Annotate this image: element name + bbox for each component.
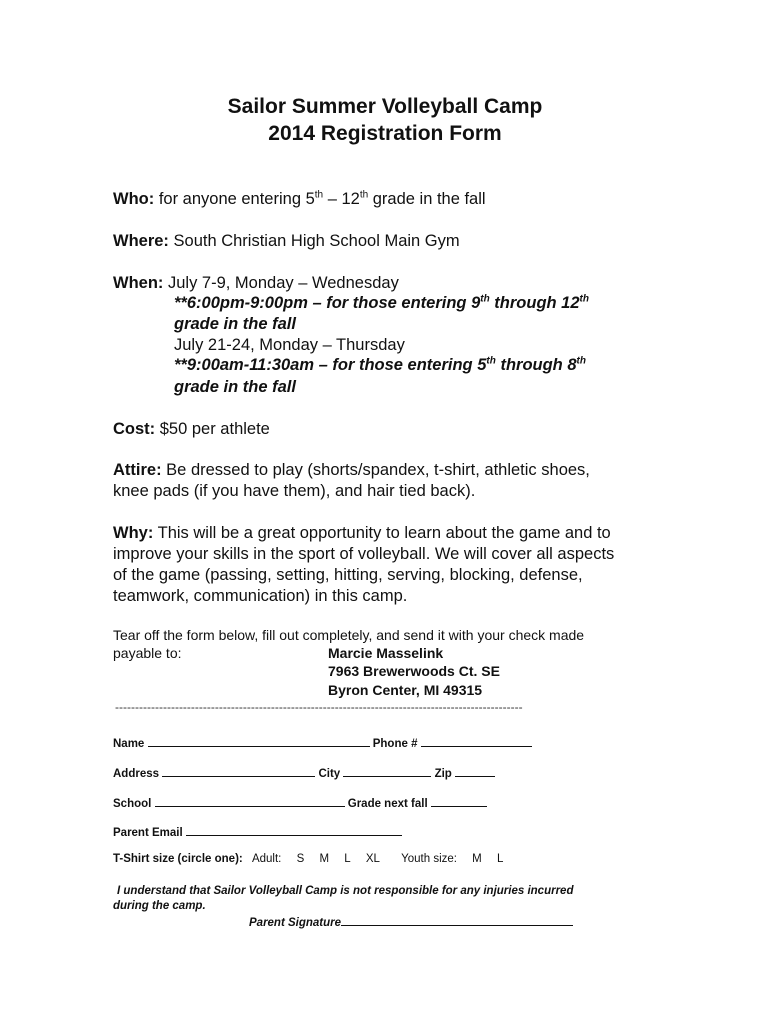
- phone-label: Phone #: [372, 738, 418, 750]
- school-field[interactable]: [155, 795, 345, 807]
- attire-label: Attire:: [113, 461, 162, 479]
- who-text-a: for anyone entering 5: [154, 190, 315, 208]
- form-title-line1: Sailor Summer Volleyball Camp: [227, 95, 543, 118]
- city-field[interactable]: [343, 765, 431, 777]
- signature-row: [249, 914, 573, 929]
- attire-section: [113, 460, 590, 481]
- who-label: Who:: [113, 190, 155, 208]
- who-text-c: grade in the fall: [368, 190, 486, 208]
- when-session1-time: [174, 293, 589, 314]
- instructions-line1: Tear off the form below, fill out completely, and send it with your check made: [113, 627, 585, 643]
- where-label: Where:: [113, 232, 169, 250]
- tear-off-line: ------------------------------------------------------------------------------------------------------: [115, 700, 523, 714]
- cost-section: [113, 419, 270, 440]
- disclaimer-line1: I understand that Sailor Volleyball Camp is not responsible for any injuries incurred: [117, 885, 574, 897]
- form-title-line2: 2014 Registration Form: [268, 122, 502, 145]
- where-section: [113, 231, 460, 252]
- who-sup-b: th: [359, 189, 369, 201]
- school-row: [113, 795, 487, 810]
- youth-size-l[interactable]: L: [496, 853, 504, 865]
- grade-field[interactable]: [431, 795, 487, 807]
- adult-size-xl[interactable]: XL: [365, 853, 380, 865]
- when-session1-time-b: through 12: [489, 294, 580, 312]
- attire-line1: Be dressed to play (shorts/spandex, t-shirt, athletic shoes,: [161, 461, 590, 479]
- zip-label: Zip: [434, 768, 452, 780]
- address-name: Marcie Masselink: [328, 645, 444, 661]
- why-label: Why:: [113, 524, 154, 542]
- parent-email-field[interactable]: [186, 824, 402, 836]
- signature-field[interactable]: [341, 914, 573, 926]
- youth-label: Youth size:: [401, 853, 457, 865]
- parent-email-label: Parent Email: [113, 827, 183, 839]
- adult-size-m[interactable]: M: [319, 853, 330, 865]
- when-session2-time-b: through 8: [495, 356, 577, 374]
- when-label: When:: [113, 274, 164, 292]
- grade-label: Grade next fall: [347, 798, 428, 810]
- when-session1-grade: grade in the fall: [174, 315, 296, 333]
- city-label: City: [318, 768, 341, 780]
- signature-label: Parent Signature: [249, 917, 342, 929]
- disclaimer-line2: during the camp.: [113, 900, 206, 912]
- when-session1-dates: July 7-9, Monday – Wednesday: [163, 274, 399, 292]
- parent-email-row: [113, 824, 402, 839]
- when-session1-sup-a: th: [480, 293, 490, 305]
- why-section: [113, 523, 611, 544]
- instructions-line2: payable to:: [113, 645, 182, 661]
- when-session2-time-a: **9:00am-11:30am – for those entering 5: [174, 356, 487, 374]
- when-session2-time: [174, 355, 586, 376]
- when-session2-sup-b: th: [576, 355, 586, 367]
- when-session1-sup-b: th: [579, 293, 589, 305]
- disclaimer: [113, 884, 633, 914]
- tshirt-label: T-Shirt size (circle one):: [113, 853, 243, 865]
- name-label: Name: [113, 738, 145, 750]
- name-phone-row: [113, 735, 532, 750]
- phone-field[interactable]: [421, 735, 532, 747]
- adult-label: Adult:: [251, 853, 282, 865]
- address-label: Address: [113, 768, 160, 780]
- when-session1-time-a: **6:00pm-9:00pm – for those entering 9: [174, 294, 481, 312]
- cost-text: $50 per athlete: [155, 420, 270, 438]
- why-line3: of the game (passing, setting, hitting, serving, blocking, defense,: [113, 566, 583, 584]
- school-label: School: [113, 798, 152, 810]
- when-section: [113, 273, 399, 294]
- who-sup-a: th: [314, 189, 324, 201]
- why-line4: teamwork, communication) in this camp.: [113, 587, 408, 605]
- when-session2-sup-a: th: [486, 355, 496, 367]
- why-line1: This will be a great opportunity to learn about the game and to: [153, 524, 611, 542]
- youth-size-m[interactable]: M: [472, 853, 482, 865]
- attire-line2: knee pads (if you have them), and hair tied back).: [113, 482, 476, 500]
- when-session2-grade: grade in the fall: [174, 378, 296, 396]
- cost-label: Cost:: [113, 420, 156, 438]
- adult-size-l[interactable]: L: [344, 853, 351, 865]
- when-session2-dates: July 21-24, Monday – Thursday: [174, 336, 405, 354]
- address-field[interactable]: [162, 765, 315, 777]
- address-city: Byron Center, MI 49315: [328, 682, 483, 698]
- address-street: 7963 Brewerwoods Ct. SE: [328, 663, 500, 679]
- who-text-b: – 12: [323, 190, 360, 208]
- adult-size-s[interactable]: S: [296, 853, 305, 865]
- tshirt-row: [113, 853, 509, 865]
- name-field[interactable]: [148, 735, 370, 747]
- who-section: [113, 189, 486, 210]
- why-line2: improve your skills in the sport of volleyball. We will cover all aspects: [113, 545, 615, 563]
- zip-field[interactable]: [455, 765, 495, 777]
- where-text: South Christian High School Main Gym: [168, 232, 460, 250]
- address-row: [113, 765, 495, 780]
